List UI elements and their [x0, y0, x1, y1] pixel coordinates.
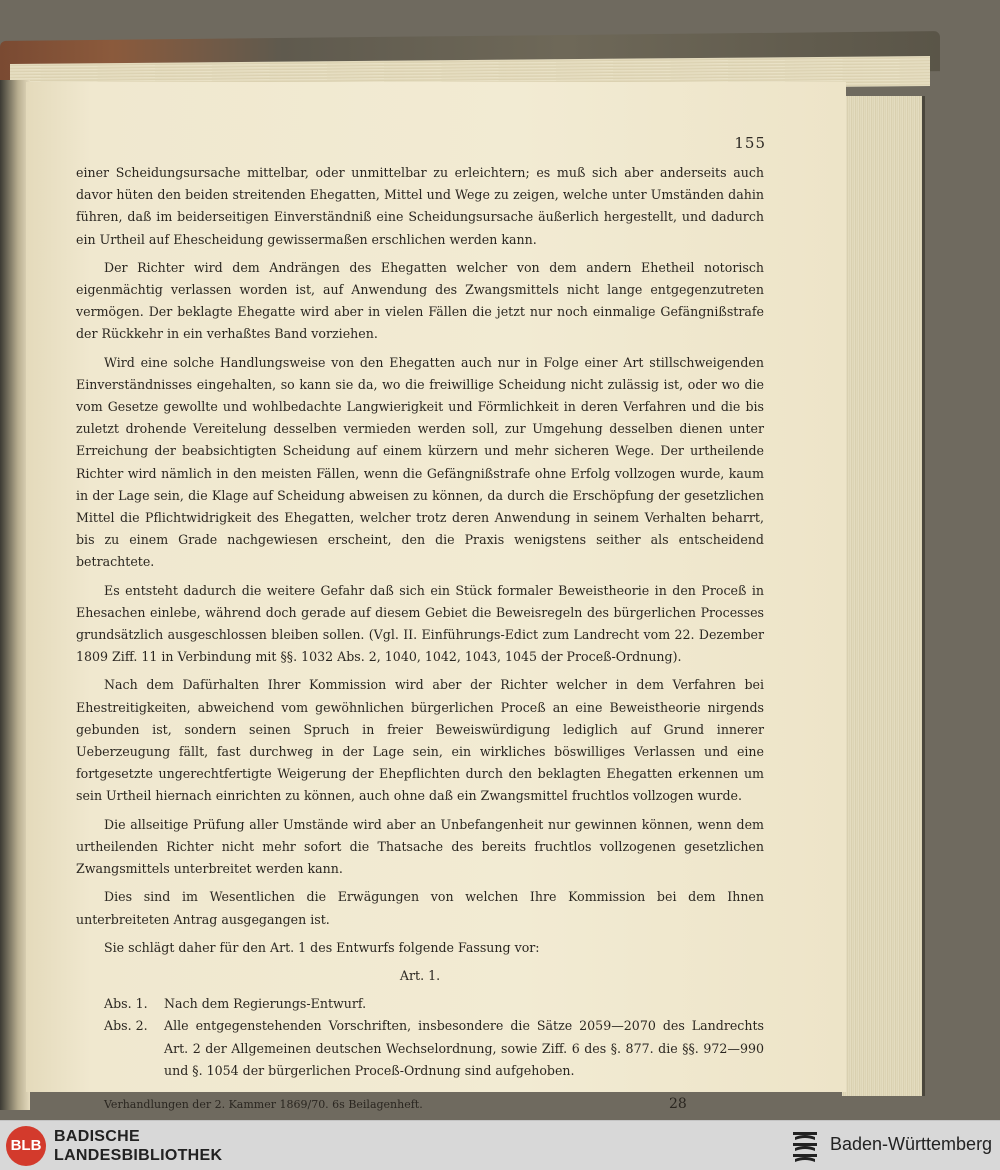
paragraph: Die allseitige Prüfung aller Umstände wird aber an Unbefangenheit nur gewinnen können, wenn dem urtheilenden Richter nicht mehr sofort die Thatsache des bereits fruchtlos vollzogenen gesetzlichen Zwangsmittels unterbreitet werden kann.	[76, 816, 764, 877]
article-clause	[76, 1015, 764, 1082]
paragraph: einer Scheidungsursache mittelbar, oder unmittelbar zu erleichtern; es muß sich aber anderseits auch davor hüten den beiden streitenden Ehegatten, Mittel und Wege zu zeigen, welche unter Umständen dahin führen, daß im beiderseitigen Einverständniß eine Scheidungsursache äußerlich hergestellt, und dadurch ein Urtheil auf Ehescheidung gewissermaßen erschlichen werden kann.	[76, 165, 764, 247]
library-name-line1: BADISCHE	[54, 1128, 140, 1145]
state-coat-of-arms-icon	[790, 1128, 820, 1164]
clause-label: Abs. 2.	[104, 1018, 148, 1034]
paragraph: Der Richter wird dem Andrängen des Ehegatten welcher von dem andern Ehetheil notorisch eigenmächtig verlassen worden ist, auf Anwendung des Zwangsmittels nicht lange entgegenzutreten vermögen. Der beklagte Ehegatte wird aber in vielen Fällen die jetzt nur noch einmalige Gefängnißstrafe der Rückkehr in ein verhaßtes Band vorziehen.	[76, 259, 764, 342]
page-number: 155	[734, 134, 766, 152]
page-body	[76, 162, 764, 1082]
library-footer-bar	[0, 1120, 1000, 1170]
signature-number: 28	[669, 1096, 687, 1112]
article-clause	[76, 993, 764, 1015]
state-name[interactable]: Baden-Württemberg	[830, 1134, 993, 1154]
paragraph: Es entsteht dadurch die weitere Gefahr daß sich ein Stück formaler Beweistheorie in den Proceß in Ehesachen einlebe, während doch gerade auf diesem Gebiet die Beweisregeln des bürgerlichen Processes grundsätzlich ausgeschlossen bleiben sollen. (Vgl. II. Einführungs-Edict zum Landrecht vom 22. Dezember 1809 Ziff. 11 in Verbindung mit §§. 1032 Abs. 2, 1040, 1042, 1043, 1045 der Proceß-Ordnung).	[76, 582, 764, 665]
paragraph: Nach dem Dafürhalten Ihrer Kommission wird aber der Richter welcher in dem Verfahren bei Ehestreitigkeiten, abweichend vom gewöhnlichen bürgerlichen Proceß an eine Beweistheorie nirgends gebunden ist, sondern seinen Spruch in freier Beweiswürdigung lediglich auf Grund innerer Ueberzeugung fällt, fast durchweg in der Lage sein, ein wirkliches böswilliges Verlassen und eine fortgesetzte ungerechtfertigte Weigerung der Ehepflichten durch den beklagten Ehegatten erkennen um sein Urtheil hiernach einrichten zu können, auch ohne daß ein Zwangsmittel fruchtlos vollzogen wurde.	[76, 677, 764, 804]
page-edges-right	[842, 96, 925, 1096]
book-page	[26, 82, 846, 1112]
clause-label: Abs. 1.	[104, 996, 148, 1012]
library-name-line2: LANDESBIBLIOTHEK	[54, 1147, 223, 1164]
article-title: Art. 1.	[399, 967, 441, 983]
library-name	[54, 1127, 222, 1165]
paragraph: Dies sind im Wesentlichen die Erwägungen von welchen Ihre Kommission bei dem Ihnen unterbreiteten Antrag ausgegangen ist.	[76, 889, 764, 927]
paragraph: Sie schlägt daher für den Art. 1 des Entwurfs folgende Fassung vor:	[104, 939, 540, 955]
page-footer	[104, 1098, 704, 1111]
clause-text: Alle entgegenstehenden Vorschriften, insbesondere die Sätze 2059—2070 des Landrechts Art. 2 der Allgemeinen deutschen Wechselordnung, sowie Ziff. 6 des §. 877. die §§. 972—990 und §. 1054 der bürgerlichen Proceß-Ordnung sind aufgehoben.	[164, 1018, 764, 1078]
paragraph: Wird eine solche Handlungsweise von den Ehegatten auch nur in Folge einer Art stillschweigenden Einverständnisses eingehalten, so kann sie da, wo die freiwillige Scheidung nicht zulässig ist, oder wo die vom Gesetze gewollte und wohlbedachte Langwierigkeit und Förmlichkeit in deren Verfahren und die bis zuletzt drohende Vereitelung desselben vermieden werden soll, zur Umgehung desselben dienen unter Erreichung der beabsichtigten Scheidung auf einem kürzern und mehr sicheren Wege. Der urtheilende Richter wird nämlich in den meisten Fällen, wenn die Gefängnißstrafe ohne Erfolg vollzogen wurde, kaum in der Lage sein, die Klage auf Scheidung abweisen zu können, da durch die Erschöpfung der gesetzlichen Mittel die Pflichtwidrigkeit des Ehegatten, welcher trotz deren Anwendung in seinem Verhalten beharrt, bis zu einem Grade nachgewiesen erscheint, den die Praxis wenigstens seither als entscheidend betrachtete.	[76, 354, 764, 570]
footer-text: Verhandlungen der 2. Kammer 1869/70. 6s Beilagenheft.	[104, 1098, 423, 1111]
blb-logo[interactable]: BLB	[6, 1126, 46, 1166]
clause-text: Nach dem Regierungs-Entwurf.	[164, 996, 367, 1012]
